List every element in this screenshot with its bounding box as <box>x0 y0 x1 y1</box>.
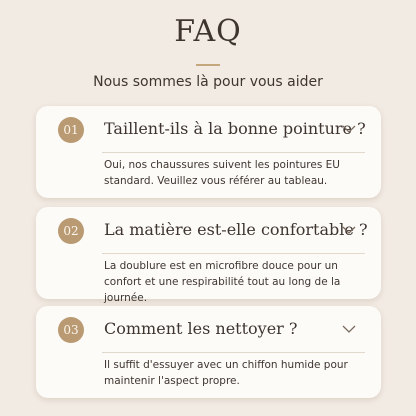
faq-question[interactable]: Comment les nettoyer ? <box>104 319 298 338</box>
faq-question[interactable]: La matière est-elle confortable ? <box>104 220 368 239</box>
chevron-down-icon[interactable] <box>342 124 356 134</box>
faq-answer: Oui, nos chaussures suivent les pointures EU standard. Veuillez vous référer au tableau. <box>104 159 340 187</box>
faq-item-3[interactable] <box>36 306 381 398</box>
faq-divider <box>102 352 365 353</box>
chevron-down-icon[interactable] <box>342 225 356 235</box>
faq-divider <box>102 253 365 254</box>
faq-item-2[interactable] <box>36 207 381 304</box>
faq-number-badge: 01 <box>58 117 84 143</box>
faq-number-badge: 03 <box>58 317 84 343</box>
faq-answer: Il suffit d'essuyer avec un chiffon humide pour maintenir l'aspect propre. <box>104 359 348 387</box>
faq-number-badge: 02 <box>58 218 84 244</box>
faq-item-1[interactable] <box>36 106 381 198</box>
page-subtitle: Nous sommes là pour vous aider <box>93 74 323 90</box>
chevron-down-icon[interactable] <box>342 324 356 334</box>
title-underline <box>196 64 220 66</box>
faq-question[interactable]: Taillent-ils à la bonne pointure ? <box>104 119 366 138</box>
faq-answer: La doublure est en microfibre douce pour un confort et une respirabilité tout au long de la journée. <box>104 260 341 304</box>
faq-divider <box>102 152 365 153</box>
page-title: FAQ <box>174 14 242 49</box>
